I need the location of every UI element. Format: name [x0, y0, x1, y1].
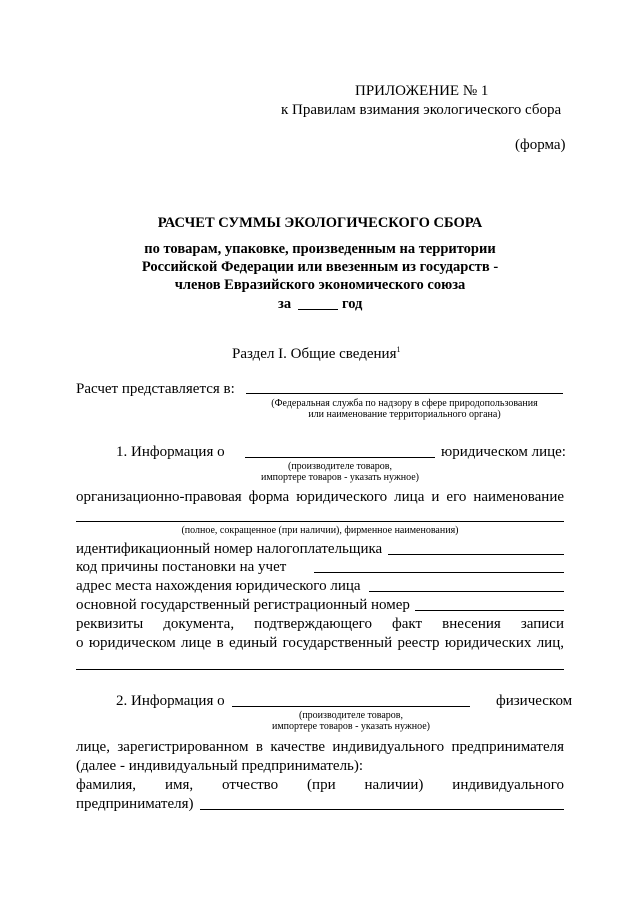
inn-field[interactable]	[388, 554, 564, 555]
fio-field[interactable]	[200, 809, 564, 810]
title-line-3: членов Евразийского экономического союза	[174, 277, 466, 293]
address-label: адрес места нахождения юридического лица	[76, 578, 361, 594]
submitted-to-label: Расчет представляется в:	[76, 381, 235, 397]
document-title: РАСЧЕТ СУММЫ ЭКОЛОГИЧЕСКОГО СБОРА	[157, 215, 483, 231]
year-suffix: год	[342, 296, 363, 312]
legal-entity-intro-suffix: юридическом лице:	[441, 444, 566, 460]
individual-hint-2: импортере товаров - указать нужное)	[271, 721, 431, 732]
legal-entity-hint-2: импортере товаров - указать нужное)	[260, 472, 420, 483]
appendix-subtitle: к Правилам взимания экологического сбора	[281, 102, 562, 118]
org-name-field[interactable]	[76, 521, 564, 522]
individual-type-field[interactable]	[232, 706, 470, 707]
title-line-1: по товарам, упаковке, произведенным на территории	[144, 241, 496, 257]
registry-field[interactable]	[76, 669, 564, 670]
individual-intro-prefix: 2. Информация о	[116, 693, 225, 709]
inn-label: идентификационный номер налогоплательщика	[76, 541, 383, 557]
section-heading: Раздел I. Общие сведения$^1$	[232, 345, 401, 362]
legal-entity-intro-prefix: 1. Информация о	[116, 444, 225, 460]
kpp-field[interactable]	[314, 572, 564, 573]
form-label: (форма)	[515, 137, 566, 153]
org-form-label: организационно-правовая форма юридического лица и его наименование	[76, 489, 564, 505]
year-prefix: за	[278, 296, 292, 312]
year-field[interactable]	[298, 309, 338, 310]
footnote-mark: 1	[396, 345, 401, 354]
fio-line-1: фамилия, имя, отчество (при наличии) индивидуального	[76, 777, 564, 793]
org-name-hint: (полное, сокращенное (при наличии), фирменное наименования)	[181, 525, 459, 536]
submitted-to-field[interactable]	[246, 393, 563, 394]
individual-line-1: лице, зарегистрированном в качестве индивидуального предпринимателя	[76, 739, 564, 755]
fio-line-2: предпринимателя)	[76, 796, 194, 812]
address-field[interactable]	[369, 591, 564, 592]
individual-hint-1: (производителе товаров,	[298, 710, 403, 721]
individual-line-2: (далее - индивидуальный предприниматель):	[76, 758, 364, 774]
registry-line-2: о юридическом лице в единый государственный реестр юридических лиц,	[76, 635, 564, 651]
legal-entity-type-field[interactable]	[245, 457, 435, 458]
appendix-title: ПРИЛОЖЕНИЕ № 1	[355, 83, 489, 99]
individual-intro-suffix: физическом	[496, 693, 573, 709]
ogrn-field[interactable]	[415, 610, 564, 611]
legal-entity-hint-1: (производителе товаров,	[287, 461, 392, 472]
submitted-to-hint-2: или наименование территориального органа)	[308, 409, 501, 420]
kpp-label: код причины постановки на учет	[76, 559, 287, 575]
title-line-2: Российской Федерации или ввезенным из государств -	[141, 259, 499, 275]
ogrn-label: основной государственный регистрационный номер	[76, 597, 410, 613]
submitted-to-hint-1: (Федеральная служба по надзору в сфере природопользования	[271, 398, 538, 409]
registry-line-1: реквизиты документа, подтверждающего факт внесения записи	[76, 616, 564, 632]
